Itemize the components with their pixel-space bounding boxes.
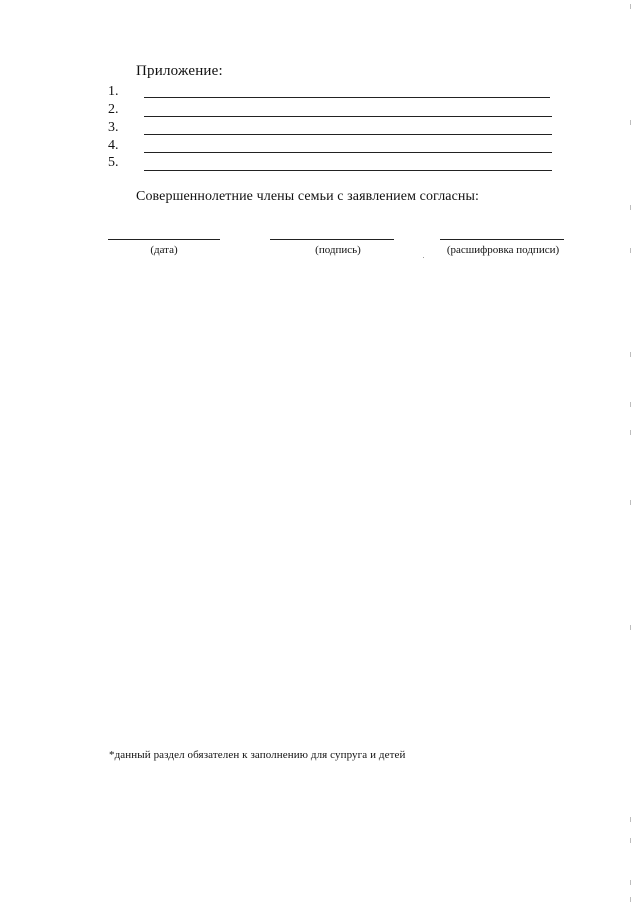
footnote: *данный раздел обязателен к заполнению для супруга и детей (109, 749, 406, 761)
appendix-item-line (144, 170, 552, 171)
appendix-item-4 (108, 137, 552, 155)
appendix-item-line (144, 134, 552, 135)
appendix-item-number: 2. (108, 102, 119, 117)
scan-speck (423, 257, 424, 258)
appendix-title: Приложение: (136, 63, 223, 79)
signature-line (270, 239, 394, 240)
signature-decoding-line (440, 239, 564, 240)
appendix-item-5 (108, 154, 552, 172)
appendix-item-1 (108, 83, 552, 101)
signature-label: (подпись) (315, 244, 361, 256)
appendix-item-line (144, 116, 552, 117)
appendix-item-number: 4. (108, 138, 119, 153)
scan-edge-marks (630, 0, 634, 905)
appendix-item-line (144, 152, 552, 153)
family-consent-text: Совершеннолетние члены семьи с заявлением согласны: (136, 189, 479, 204)
appendix-item-line (144, 97, 550, 98)
appendix-item-number: 5. (108, 155, 119, 170)
appendix-item-3 (108, 119, 552, 137)
signature-decoding-label: (расшифровка подписи) (446, 244, 560, 256)
appendix-item-2 (108, 101, 552, 119)
date-label: (дата) (150, 244, 178, 256)
appendix-item-number: 1. (108, 84, 119, 99)
appendix-item-number: 3. (108, 120, 119, 135)
date-line (108, 239, 220, 240)
